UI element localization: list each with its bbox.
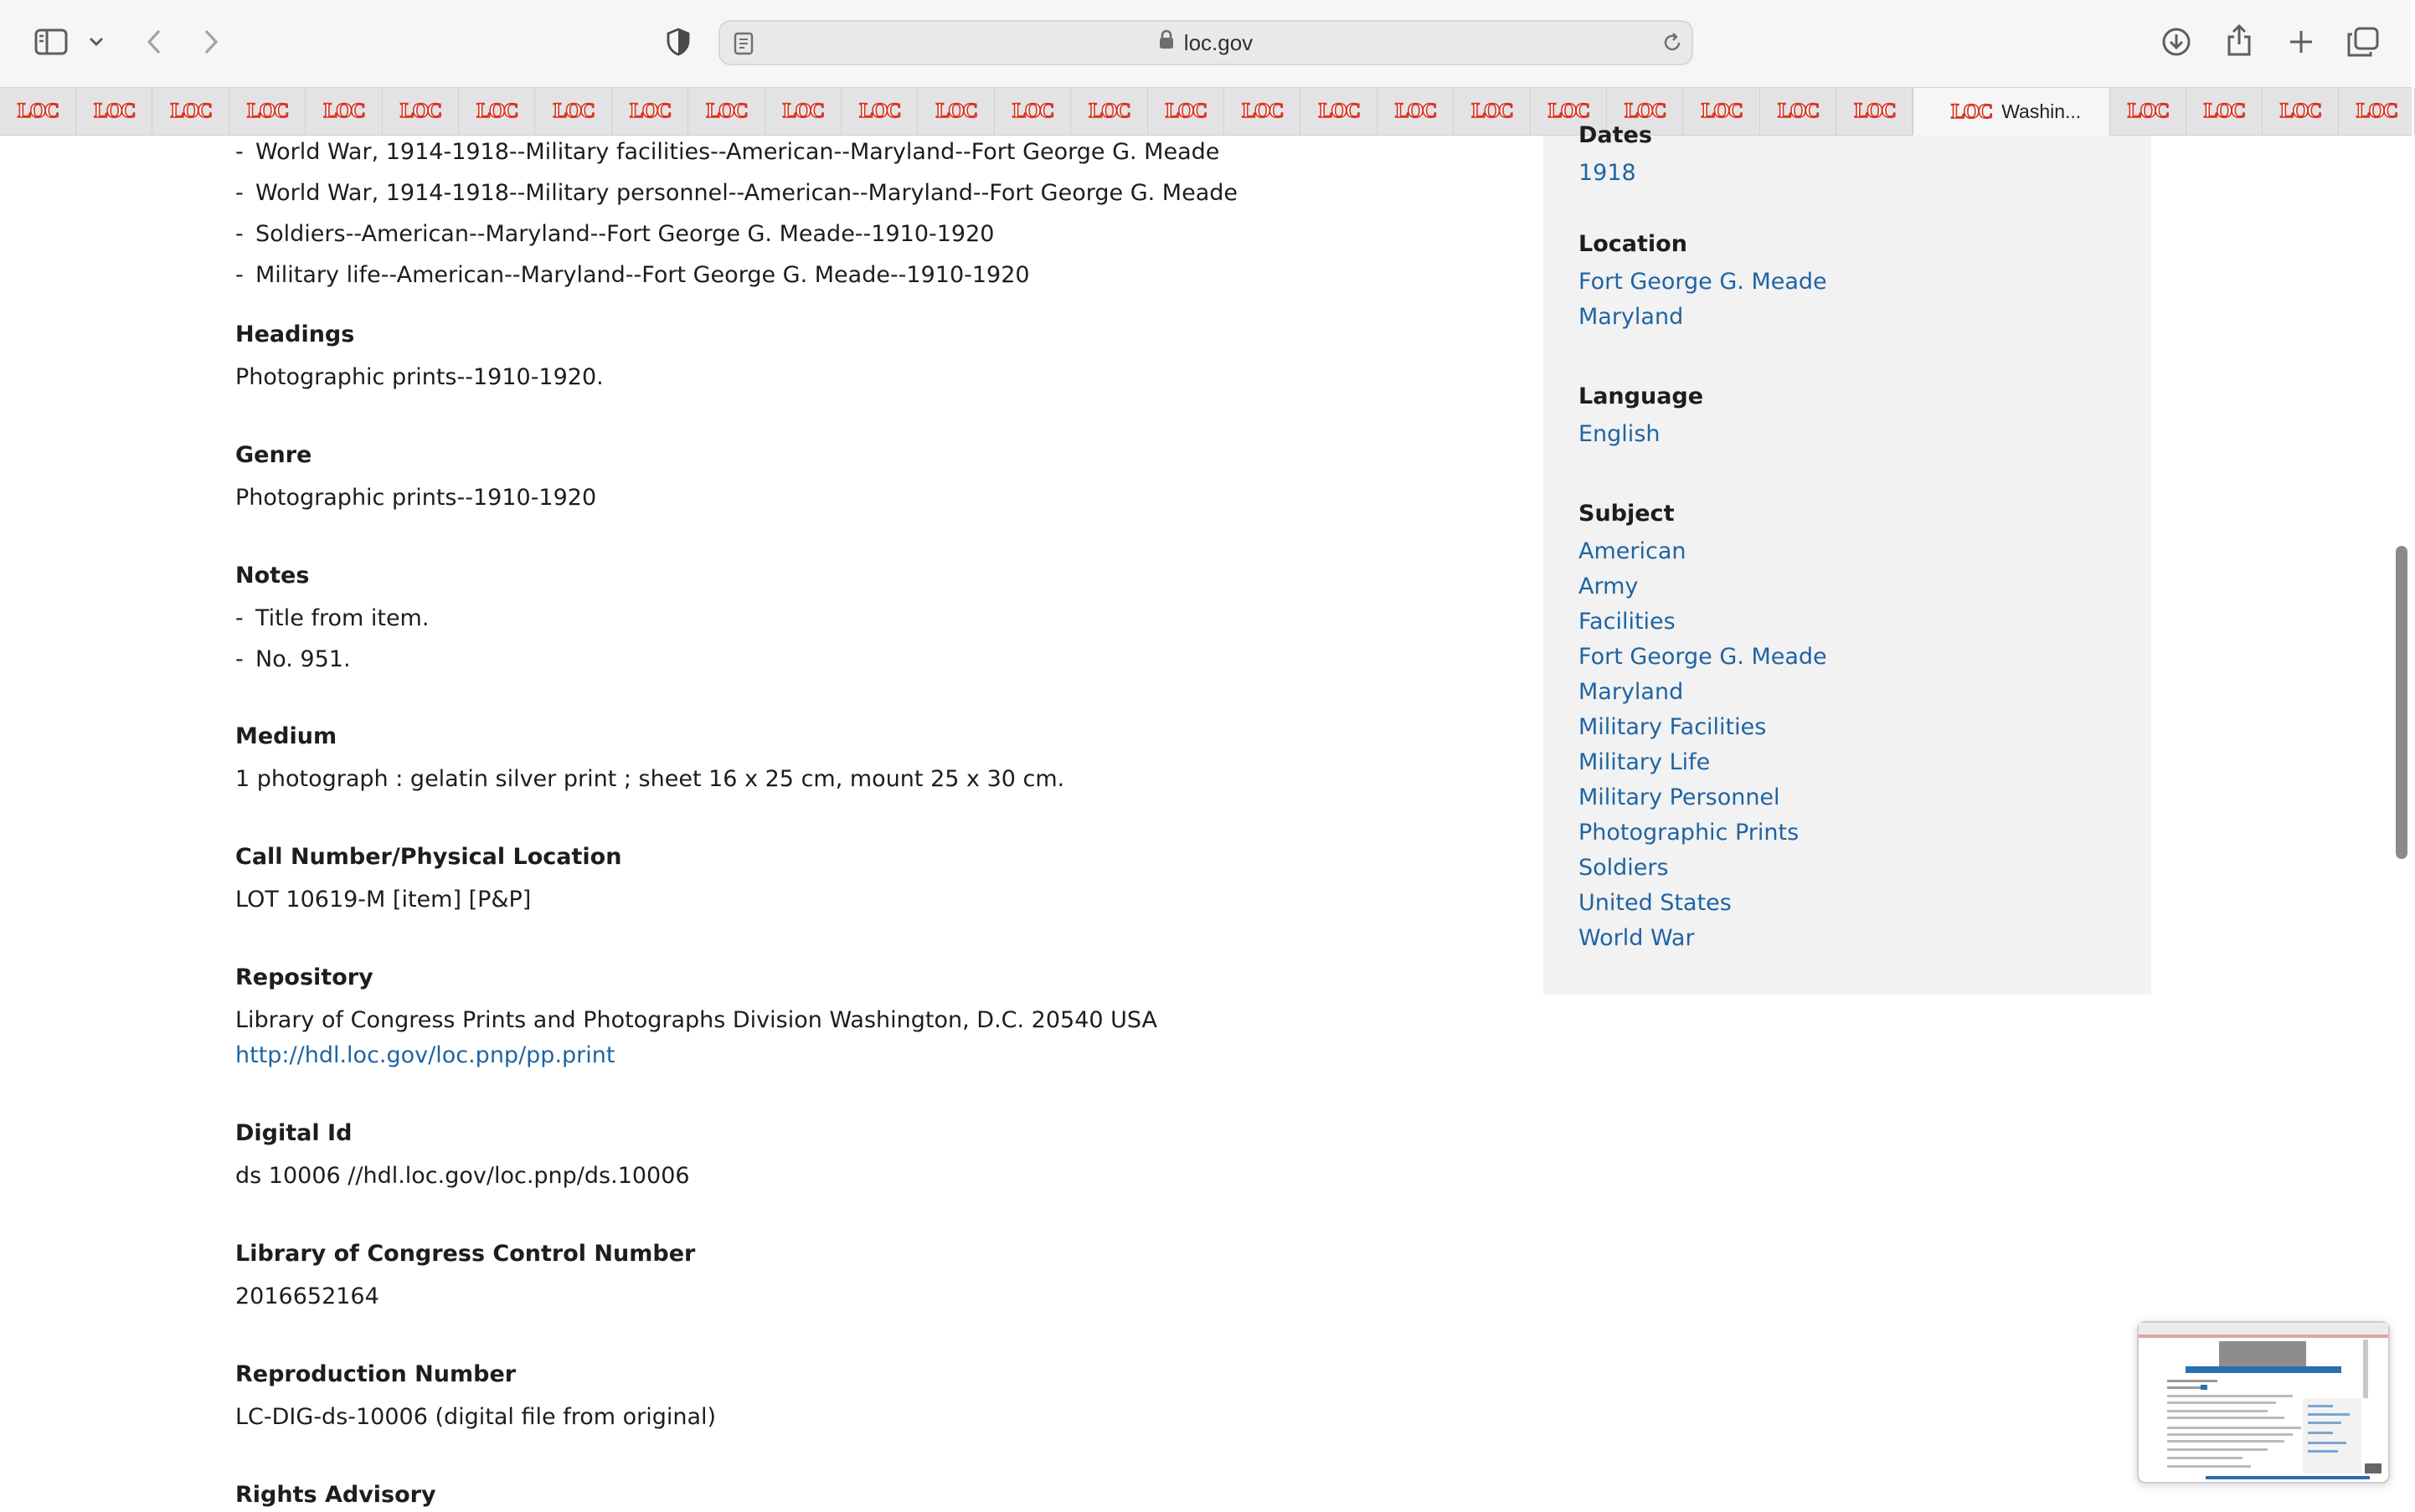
forward-icon[interactable] [198, 27, 224, 57]
url-text [720, 22, 1692, 64]
tab-favicon-logo: LOC [1165, 100, 1207, 122]
subject-link[interactable]: Military Life [1578, 749, 1711, 775]
tab-favicon[interactable] [153, 88, 229, 135]
location-link[interactable]: Fort George G. Meade [1578, 269, 1827, 295]
subject-link[interactable]: American [1578, 538, 1686, 564]
url-domain: loc.gov [1183, 30, 1254, 55]
tab-favicon[interactable] [2110, 88, 2186, 135]
back-icon[interactable] [141, 27, 167, 57]
tab-favicon[interactable] [76, 88, 152, 135]
field-label: Notes [235, 563, 310, 589]
tab-favicon[interactable] [1455, 88, 1531, 135]
scrollbar-thumb[interactable] [2396, 546, 2407, 859]
field-value: Library of Congress Prints and Photographs Division Washington, D.C. 20540 USA [235, 1007, 1158, 1033]
field-label: Medium [235, 723, 337, 749]
tab-overview-icon[interactable] [2346, 25, 2380, 59]
tab-favicon-logo: LOC [1951, 100, 1992, 123]
tab-favicon-logo: LOC [399, 100, 441, 122]
field-label: Repository [235, 964, 373, 990]
tab-favicon-logo: LOC [1318, 100, 1359, 122]
digital-id-section [235, 1117, 690, 1194]
subject-link[interactable]: Photographic Prints [1578, 820, 1800, 846]
facets-sidebar [1543, 122, 2151, 995]
subject-link[interactable]: Military Personnel [1578, 784, 1780, 810]
tab-favicon-logo: LOC [1854, 100, 1895, 122]
tab-favicon-logo: LOC [2203, 100, 2245, 122]
reload-icon[interactable] [1660, 30, 1685, 55]
page-thumbnail-preview[interactable] [2137, 1321, 2390, 1484]
tab-favicon-logo: LOC [2127, 100, 2169, 122]
tab-favicon-logo: LOC [1089, 100, 1130, 122]
tab-favicon[interactable] [1760, 88, 1836, 135]
field-value: 1 photograph : gelatin silver print ; sheet 16 x 25 cm, mount 25 x 30 cm. [235, 766, 1065, 792]
tab-favicon-logo: LOC [935, 100, 976, 122]
page-content [0, 122, 2412, 1508]
subject-link[interactable]: Military Facilities [1578, 714, 1767, 740]
share-icon[interactable] [2224, 22, 2254, 59]
download-icon[interactable] [2160, 25, 2192, 59]
lock-icon [1159, 21, 1174, 63]
lccn-section [235, 1237, 695, 1314]
language-section [1578, 380, 1703, 452]
repository-section [235, 961, 1157, 1073]
tab-favicon-logo: LOC [782, 100, 824, 122]
tab-favicon[interactable] [0, 88, 76, 135]
tab-favicon[interactable] [612, 88, 688, 135]
tab-favicon-logo: LOC [630, 100, 671, 122]
tab-favicon-logo: LOC [859, 100, 900, 122]
tab-active[interactable] [1912, 88, 2110, 136]
tab-favicon[interactable] [765, 88, 842, 135]
medium-section [235, 720, 1064, 797]
sidebar-label: Subject [1578, 501, 1675, 527]
field-label: Library of Congress Control Number [235, 1241, 696, 1267]
list-item: - Military life--American--Maryland--Fort George G. Meade--1910-1920 [235, 262, 1030, 288]
tab-favicon-logo: LOC [94, 100, 135, 122]
field-value: Photographic prints--1910-1920. [235, 364, 604, 390]
tab-favicon[interactable] [2186, 88, 2263, 135]
tab-favicon[interactable] [842, 88, 918, 135]
subject-link[interactable]: World War [1578, 925, 1695, 951]
tab-favicon[interactable] [1837, 88, 1913, 135]
new-tab-icon[interactable] [2286, 25, 2316, 59]
tab-favicon-logo: LOC [1471, 100, 1512, 122]
list-item: - World War, 1914-1918--Military facilities--American--Maryland--Fort George G. Meade [235, 139, 1220, 165]
tab-favicon-logo: LOC [706, 100, 747, 122]
subject-link[interactable]: Army [1578, 573, 1639, 599]
tab-favicon[interactable] [1377, 88, 1454, 135]
tab-favicon[interactable] [229, 88, 306, 135]
tab-favicon[interactable] [459, 88, 535, 135]
sidebar-icon[interactable] [33, 27, 69, 57]
tab-favicon[interactable] [383, 88, 459, 135]
tab-favicon[interactable] [1148, 88, 1224, 135]
field-label: Call Number/Physical Location [235, 844, 622, 870]
reproduction-section [235, 1358, 716, 1435]
tab-favicon-logo: LOC [2279, 100, 2321, 122]
address-bar[interactable] [718, 20, 1693, 65]
list-item: - Title from item. [235, 605, 430, 631]
field-label: Reproduction Number [235, 1361, 517, 1387]
sidebar-label: Dates [1578, 122, 1652, 148]
repository-link[interactable]: http://hdl.loc.gov/loc.pnp/pp.print [235, 1042, 615, 1068]
field-label: Rights Advisory [235, 1482, 436, 1508]
dates-section [1578, 119, 1652, 191]
subject-link[interactable]: United States [1578, 890, 1732, 916]
tab-favicon[interactable] [536, 88, 612, 135]
field-value: ds 10006 //hdl.loc.gov/loc.pnp/ds.10006 [235, 1163, 690, 1189]
subject-link[interactable]: Fort George G. Meade [1578, 644, 1827, 670]
tab-favicon-logo: LOC [1778, 100, 1819, 122]
field-value: 2016652164 [235, 1283, 379, 1309]
tab-favicon-logo: LOC [476, 100, 518, 122]
field-label: Headings [235, 321, 355, 347]
tab-favicon[interactable] [919, 88, 995, 135]
list-item: - World War, 1914-1918--Military personnel--American--Maryland--Fort George G. Meade [235, 180, 1238, 206]
location-link[interactable]: Maryland [1578, 304, 1684, 330]
subject-link[interactable]: Soldiers [1578, 855, 1669, 881]
subject-link[interactable]: Facilities [1578, 609, 1676, 635]
field-label: Genre [235, 442, 312, 468]
genre-section [235, 439, 596, 516]
field-value: LOT 10619-M [item] [P&P] [235, 887, 532, 913]
tab-favicon-logo: LOC [1547, 100, 1589, 122]
tab-title: Washin... [2001, 100, 2082, 122]
location-section [1578, 228, 1827, 335]
sidebar-label: Location [1578, 231, 1687, 257]
tab-strip [0, 87, 2412, 136]
tab-favicon-logo: LOC [17, 100, 59, 122]
tab-favicon-logo: LOC [170, 100, 211, 122]
subject-section [1578, 497, 1827, 956]
list-item: - No. 951. [235, 646, 351, 672]
tab-favicon-logo: LOC [323, 100, 364, 122]
browser-toolbar [0, 0, 2412, 87]
tab-favicon[interactable] [2263, 88, 2339, 135]
tab-favicon-logo: LOC [1701, 100, 1742, 122]
tab-favicon[interactable] [1224, 88, 1300, 135]
headings-section [235, 318, 604, 395]
field-label: Digital Id [235, 1120, 353, 1146]
privacy-shield-icon[interactable] [663, 27, 693, 57]
tab-favicon[interactable] [2339, 88, 2415, 135]
notes-section [235, 559, 429, 680]
tab-favicon[interactable] [689, 88, 765, 135]
tab-favicon[interactable] [1684, 88, 1760, 135]
tab-favicon-logo: LOC [1625, 100, 1666, 122]
tab-favicon-logo: LOC [553, 100, 594, 122]
tab-favicon[interactable] [1072, 88, 1148, 135]
call-number-section [235, 841, 621, 918]
chevron-down-icon[interactable] [87, 32, 106, 52]
rights-section [235, 1479, 436, 1512]
tab-favicon-logo: LOC [247, 100, 288, 122]
tab-favicon-logo: LOC [1012, 100, 1053, 122]
tab-favicon[interactable] [306, 88, 383, 135]
thumbnail-image [2139, 1323, 2388, 1482]
date-link[interactable]: 1918 [1578, 160, 1636, 186]
tab-favicon[interactable] [995, 88, 1071, 135]
language-link[interactable]: English [1578, 421, 1661, 447]
subjects-list [235, 131, 1491, 296]
field-value: Photographic prints--1910-1920 [235, 485, 597, 511]
tab-favicon-logo: LOC [1395, 100, 1436, 122]
tab-favicon-logo: LOC [1242, 100, 1283, 122]
tab-favicon-logo: LOC [2356, 100, 2397, 122]
field-value: LC-DIG-ds-10006 (digital file from original) [235, 1404, 717, 1430]
tab-favicon[interactable] [1301, 88, 1377, 135]
list-item: - Soldiers--American--Maryland--Fort George G. Meade--1910-1920 [235, 221, 995, 247]
subject-link[interactable]: Maryland [1578, 679, 1684, 705]
sidebar-label: Language [1578, 383, 1704, 409]
